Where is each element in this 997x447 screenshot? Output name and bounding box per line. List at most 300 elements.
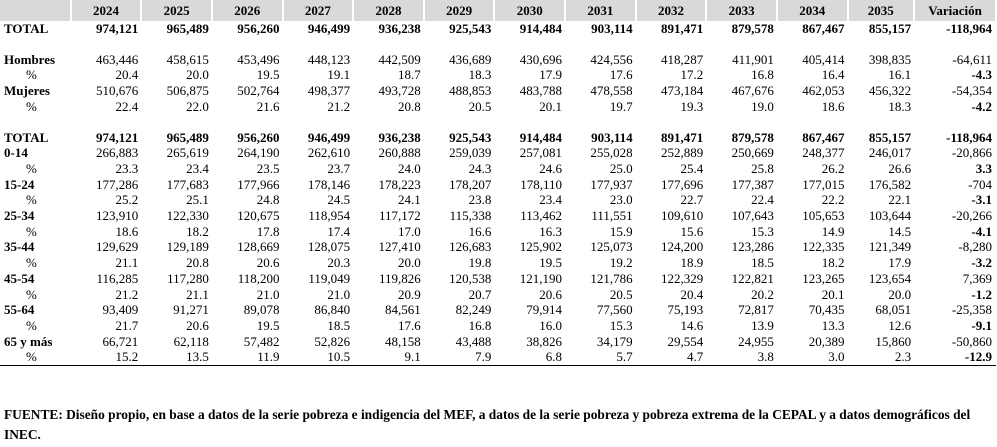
value-cell: 16.8 (751, 67, 774, 83)
value-cell: 22.0 (186, 98, 209, 114)
value-cell: 946,499 (307, 21, 351, 36)
value-cell: 121,349 (868, 239, 912, 255)
value-cell: 66,721 (102, 333, 139, 349)
value-cell: 129,189 (166, 239, 209, 255)
value-cell: 122,329 (661, 270, 704, 286)
variation-cell: -20,866 (951, 145, 992, 161)
value-cell: 19.7 (609, 98, 633, 114)
value-cell: 19.8 (468, 255, 492, 271)
value-cell: 19.1 (327, 67, 351, 83)
row-label: 0-14 (4, 145, 28, 161)
year-header: 2033 (706, 0, 777, 21)
value-cell: 117,172 (378, 208, 421, 224)
value-cell: 19.3 (680, 98, 704, 114)
value-cell: 17.6 (609, 67, 633, 83)
value-cell: 89,078 (243, 302, 280, 318)
value-cell: 24.3 (468, 160, 492, 176)
value-cell: 123,654 (868, 270, 912, 286)
row-label: % (26, 98, 37, 114)
value-cell: 125,902 (519, 239, 562, 255)
value-cell: 34,179 (596, 333, 633, 349)
value-cell: 17.9 (888, 255, 912, 271)
value-cell: 75,193 (667, 302, 704, 318)
value-cell: 20.6 (186, 317, 209, 333)
percent-row (0, 99, 996, 115)
value-cell: 17.0 (398, 223, 421, 239)
value-cell: 24.5 (327, 192, 351, 208)
value-cell: 2.3 (848, 349, 915, 365)
value-cell: 20,389 (808, 333, 845, 349)
value-cell: 6.8 (494, 349, 565, 365)
value-cell: 21.0 (327, 286, 351, 302)
value-cell: 72,817 (738, 302, 774, 318)
value-cell: 19.5 (539, 255, 562, 271)
value-cell: 265,619 (166, 145, 209, 161)
value-cell: 448,123 (307, 51, 351, 67)
table-body (0, 21, 996, 366)
value-cell: 177,387 (731, 176, 774, 192)
value-cell: 20.6 (539, 286, 562, 302)
value-cell: 68,051 (875, 302, 912, 318)
spacer-row (0, 37, 996, 52)
value-cell: 115,338 (449, 208, 492, 224)
value-cell: 77,560 (596, 302, 633, 318)
year-header: 2029 (424, 0, 495, 21)
table-row (0, 239, 996, 255)
value-cell: 418,287 (661, 51, 704, 67)
value-cell: 14.5 (888, 223, 912, 239)
value-cell: 3.0 (777, 349, 848, 365)
value-cell: 177,966 (237, 176, 280, 192)
value-cell: 118,954 (308, 208, 351, 224)
value-cell: 3.8 (706, 349, 777, 365)
variation-cell: -118,964 (946, 21, 992, 36)
value-cell: 20.8 (398, 98, 421, 114)
value-cell: 25.1 (186, 192, 209, 208)
value-cell: 129,629 (96, 239, 139, 255)
value-cell: 15.2 (71, 349, 142, 365)
value-cell: 123,910 (96, 208, 139, 224)
variation-cell: 7,369 (962, 270, 992, 286)
value-cell: 176,582 (868, 176, 912, 192)
value-cell: 430,696 (519, 51, 562, 67)
value-cell: 29,554 (667, 333, 704, 349)
value-cell: 20.1 (539, 98, 562, 114)
value-cell: 123,286 (731, 239, 774, 255)
value-cell: 122,330 (166, 208, 209, 224)
value-cell: 23.3 (115, 160, 139, 176)
table-row (0, 21, 996, 37)
value-cell: 453,496 (237, 51, 280, 67)
value-cell: 16.3 (539, 223, 562, 239)
value-cell: 91,271 (173, 302, 209, 318)
value-cell: 467,676 (731, 83, 774, 99)
value-cell: 21.7 (115, 317, 139, 333)
value-cell: 23.0 (609, 192, 633, 208)
value-cell: 264,190 (237, 145, 280, 161)
value-cell: 17.6 (398, 317, 421, 333)
variation-cell: -20,266 (951, 208, 992, 224)
value-cell: 23.4 (186, 160, 209, 176)
spacer-cell (0, 115, 996, 130)
value-cell: 20.7 (468, 286, 492, 302)
value-cell: 105,653 (802, 208, 845, 224)
value-cell: 4.7 (636, 349, 707, 365)
value-cell: 18.3 (888, 98, 912, 114)
value-cell: 20.0 (398, 255, 421, 271)
value-cell: 246,017 (868, 145, 912, 161)
value-cell: 255,028 (590, 145, 633, 161)
value-cell: 266,883 (96, 145, 139, 161)
variation-cell: -3.1 (971, 192, 992, 208)
row-label: Mujeres (4, 83, 50, 99)
value-cell: 925,543 (449, 21, 492, 36)
value-cell: 13.3 (821, 317, 845, 333)
value-cell: 57,482 (243, 333, 280, 349)
value-cell: 16.1 (888, 67, 912, 83)
value-cell: 116,285 (96, 270, 139, 286)
value-cell: 20.4 (680, 286, 704, 302)
value-cell: 128,075 (307, 239, 351, 255)
value-cell: 22.1 (888, 192, 912, 208)
value-cell: 15.3 (751, 223, 774, 239)
value-cell: 473,184 (661, 83, 704, 99)
value-cell: 16.8 (468, 317, 492, 333)
value-cell: 21.2 (327, 98, 351, 114)
value-cell: 903,114 (591, 21, 633, 36)
year-header: 2034 (777, 0, 848, 21)
value-cell: 442,509 (378, 51, 421, 67)
variation-cell: -4.3 (971, 67, 992, 83)
value-cell: 502,764 (237, 83, 280, 99)
value-cell: 463,446 (96, 51, 139, 67)
value-cell: 18.3 (468, 67, 492, 83)
value-cell: 16.0 (539, 317, 562, 333)
year-header: 2027 (283, 0, 354, 21)
value-cell: 25.0 (609, 160, 633, 176)
header-label-cell (0, 0, 71, 21)
value-cell: 946,499 (307, 129, 351, 145)
variation-cell: -4.1 (971, 223, 992, 239)
row-label: 55-64 (4, 302, 35, 318)
value-cell: 177,696 (661, 176, 704, 192)
value-cell: 14.9 (821, 223, 845, 239)
value-cell: 62,118 (173, 333, 209, 349)
value-cell: 424,556 (590, 51, 633, 67)
value-cell: 914,484 (519, 21, 562, 36)
table-row (0, 130, 996, 146)
value-cell: 20.5 (468, 98, 492, 114)
value-cell: 178,207 (449, 176, 492, 192)
value-cell: 14.6 (680, 317, 704, 333)
year-header: 2028 (353, 0, 424, 21)
value-cell: 10.5 (283, 349, 354, 365)
value-cell: 936,238 (378, 129, 421, 145)
value-cell: 20.8 (186, 255, 209, 271)
value-cell: 250,669 (731, 145, 774, 161)
percent-row (0, 67, 996, 83)
variation-cell: -9.1 (971, 317, 992, 333)
value-cell: 103,644 (868, 208, 912, 224)
value-cell: 855,157 (868, 21, 912, 36)
value-cell: 18.2 (186, 223, 209, 239)
variation-cell: -1.2 (971, 286, 992, 302)
value-cell: 16.4 (821, 67, 845, 83)
value-cell: 26.2 (821, 160, 845, 176)
value-cell: 20.3 (327, 255, 351, 271)
row-label: 25-34 (4, 208, 35, 224)
value-cell: 20.6 (256, 255, 280, 271)
table-row (0, 334, 996, 350)
value-cell: 456,322 (868, 83, 912, 99)
value-cell: 93,409 (102, 302, 139, 318)
value-cell: 178,110 (520, 176, 562, 192)
value-cell: 24.8 (256, 192, 280, 208)
row-label: % (26, 255, 37, 271)
value-cell: 24.6 (539, 160, 562, 176)
row-label: 45-54 (4, 270, 35, 286)
table-header (0, 0, 996, 21)
value-cell: 956,260 (237, 21, 280, 36)
value-cell: 21.1 (186, 286, 209, 302)
variation-cell: -12.9 (914, 349, 996, 365)
value-cell: 411,901 (732, 51, 774, 67)
value-cell: 9.1 (353, 349, 424, 365)
value-cell: 25.4 (680, 160, 704, 176)
value-cell: 956,260 (237, 129, 280, 145)
header-row (0, 0, 996, 21)
value-cell: 24.1 (398, 192, 421, 208)
value-cell: 7.9 (424, 349, 495, 365)
value-cell: 43,488 (455, 333, 492, 349)
table-row (0, 177, 996, 193)
value-cell: 20.9 (398, 286, 421, 302)
value-cell: 25.8 (751, 160, 774, 176)
value-cell: 436,689 (449, 51, 492, 67)
value-cell: 17.2 (680, 67, 704, 83)
value-cell: 879,578 (731, 21, 774, 36)
value-cell: 177,937 (590, 176, 633, 192)
value-cell: 109,610 (661, 208, 704, 224)
value-cell: 24,955 (738, 333, 774, 349)
value-cell: 19.5 (256, 67, 280, 83)
source-note: FUENTE: Diseño propio, en base a datos de la serie pobreza e indigencia del MEF, a datos de la serie pobreza y pobreza extrema de la CEPAL y a datos demográficos del INEC. (4, 407, 971, 442)
row-label: Hombres (4, 51, 56, 67)
value-cell: 20.0 (888, 286, 912, 302)
variation-cell: -64,611 (952, 51, 992, 67)
value-cell: 177,683 (166, 176, 209, 192)
value-cell: 121,786 (590, 270, 633, 286)
value-cell: 120,675 (237, 208, 280, 224)
value-cell: 21.2 (115, 286, 139, 302)
row-label: % (26, 67, 37, 83)
value-cell: 124,200 (661, 239, 704, 255)
value-cell: 111,551 (591, 208, 633, 224)
value-cell: 974,121 (96, 129, 139, 145)
value-cell: 122,335 (802, 239, 845, 255)
value-cell: 18.6 (115, 223, 139, 239)
table-row (0, 271, 996, 287)
percent-row (0, 192, 996, 208)
value-cell: 120,538 (449, 270, 492, 286)
value-cell: 405,414 (802, 51, 845, 67)
row-label: % (26, 286, 37, 302)
value-cell: 178,223 (378, 176, 421, 192)
value-cell: 18.5 (751, 255, 774, 271)
value-cell: 965,489 (166, 129, 209, 145)
value-cell: 13.5 (141, 349, 212, 365)
value-cell: 24.0 (398, 160, 421, 176)
value-cell: 398,835 (868, 51, 912, 67)
value-cell: 18.5 (327, 317, 351, 333)
variation-cell: -8,280 (958, 239, 992, 255)
value-cell: 26.6 (888, 160, 912, 176)
year-header: 2032 (636, 0, 707, 21)
value-cell: 15.6 (680, 223, 704, 239)
percent-row (0, 287, 996, 303)
value-cell: 18.6 (821, 98, 845, 114)
value-cell: 914,484 (519, 129, 562, 145)
year-header: 2035 (848, 0, 915, 21)
value-cell: 107,643 (731, 208, 774, 224)
variation-cell: -4.2 (971, 98, 992, 114)
value-cell: 488,853 (449, 83, 492, 99)
row-label: 65 y más (4, 333, 53, 349)
value-cell: 252,889 (661, 145, 704, 161)
value-cell: 5.7 (565, 349, 636, 365)
variation-cell: -118,964 (946, 129, 992, 145)
value-cell: 70,435 (808, 302, 845, 318)
value-cell: 20.0 (186, 67, 209, 83)
row-label: 15-24 (4, 176, 35, 192)
value-cell: 936,238 (378, 21, 421, 36)
row-label: % (26, 192, 37, 208)
value-cell: 498,377 (307, 83, 351, 99)
value-cell: 19.5 (256, 317, 280, 333)
value-cell: 15.3 (609, 317, 633, 333)
spacer-row (0, 115, 996, 130)
value-cell: 15.9 (609, 223, 633, 239)
value-cell: 891,471 (661, 21, 704, 36)
value-cell: 22.7 (680, 192, 704, 208)
value-cell: 48,158 (385, 333, 421, 349)
year-header: 2026 (212, 0, 283, 21)
value-cell: 478,558 (590, 83, 633, 99)
row-label: TOTAL (4, 21, 49, 36)
value-cell: 113,462 (520, 208, 562, 224)
value-cell: 18.9 (680, 255, 704, 271)
table-row (0, 302, 996, 318)
value-cell: 125,073 (590, 239, 633, 255)
value-cell: 879,578 (731, 129, 774, 145)
value-cell: 84,561 (385, 302, 421, 318)
value-cell: 458,615 (166, 51, 209, 67)
value-cell: 177,286 (96, 176, 139, 192)
row-label: TOTAL (4, 129, 49, 145)
value-cell: 11.9 (212, 349, 283, 365)
variation-cell: -54,354 (951, 83, 992, 99)
value-cell: 52,826 (314, 333, 351, 349)
percent-row (0, 224, 996, 240)
spacer-cell (0, 37, 996, 52)
value-cell: 127,410 (378, 239, 421, 255)
row-label: % (26, 223, 37, 239)
value-cell: 123,265 (802, 270, 845, 286)
value-cell: 119,826 (378, 270, 421, 286)
value-cell: 21.6 (256, 98, 280, 114)
variation-cell: -3.2 (971, 255, 992, 271)
variation-cell: 3.3 (975, 160, 992, 176)
value-cell: 257,081 (519, 145, 562, 161)
value-cell: 23.8 (468, 192, 492, 208)
value-cell: 20.1 (821, 286, 845, 302)
variation-cell: -704 (968, 176, 992, 192)
value-cell: 22.4 (751, 192, 774, 208)
value-cell: 21.0 (256, 286, 280, 302)
value-cell: 21.1 (115, 255, 139, 271)
value-cell: 121,190 (519, 270, 562, 286)
value-cell: 79,914 (526, 302, 562, 318)
value-cell: 13.9 (751, 317, 774, 333)
variation-cell: -25,358 (951, 302, 992, 318)
value-cell: 86,840 (314, 302, 351, 318)
value-cell: 82,249 (455, 302, 492, 318)
value-cell: 22.2 (821, 192, 845, 208)
value-cell: 17.8 (256, 223, 280, 239)
value-cell: 260,888 (378, 145, 421, 161)
value-cell: 462,053 (802, 83, 845, 99)
value-cell: 18.2 (821, 255, 845, 271)
table-row (0, 83, 996, 99)
value-cell: 506,875 (166, 83, 209, 99)
table-row (0, 145, 996, 161)
value-cell: 855,157 (868, 129, 912, 145)
value-cell: 248,377 (802, 145, 845, 161)
year-header: 2031 (565, 0, 636, 21)
value-cell: 128,669 (237, 239, 280, 255)
value-cell: 493,728 (378, 83, 421, 99)
row-label: % (26, 160, 37, 176)
value-cell: 867,467 (802, 21, 845, 36)
value-cell: 483,788 (519, 83, 562, 99)
value-cell: 19.0 (751, 98, 774, 114)
row-label: % (26, 317, 37, 333)
value-cell: 117,280 (167, 270, 209, 286)
value-cell: 18.7 (398, 67, 421, 83)
value-cell: 20.5 (609, 286, 633, 302)
value-cell: 891,471 (661, 129, 704, 145)
percent-row (0, 349, 996, 365)
value-cell: 867,467 (802, 129, 845, 145)
value-cell: 903,114 (591, 129, 633, 145)
value-cell: 965,489 (166, 21, 209, 36)
variation-header: Variación (914, 0, 996, 21)
value-cell: 126,683 (449, 239, 492, 255)
value-cell: 259,039 (449, 145, 492, 161)
value-cell: 23.4 (539, 192, 562, 208)
value-cell: 23.5 (256, 160, 280, 176)
value-cell: 118,200 (237, 270, 280, 286)
row-label: 35-44 (4, 239, 35, 255)
value-cell: 19.2 (609, 255, 633, 271)
value-cell: 178,146 (307, 176, 351, 192)
value-cell: 119,049 (308, 270, 351, 286)
year-header: 2030 (494, 0, 565, 21)
value-cell: 122,821 (731, 270, 774, 286)
value-cell: 20.4 (115, 67, 139, 83)
year-header: 2024 (71, 0, 142, 21)
value-cell: 38,826 (526, 333, 562, 349)
